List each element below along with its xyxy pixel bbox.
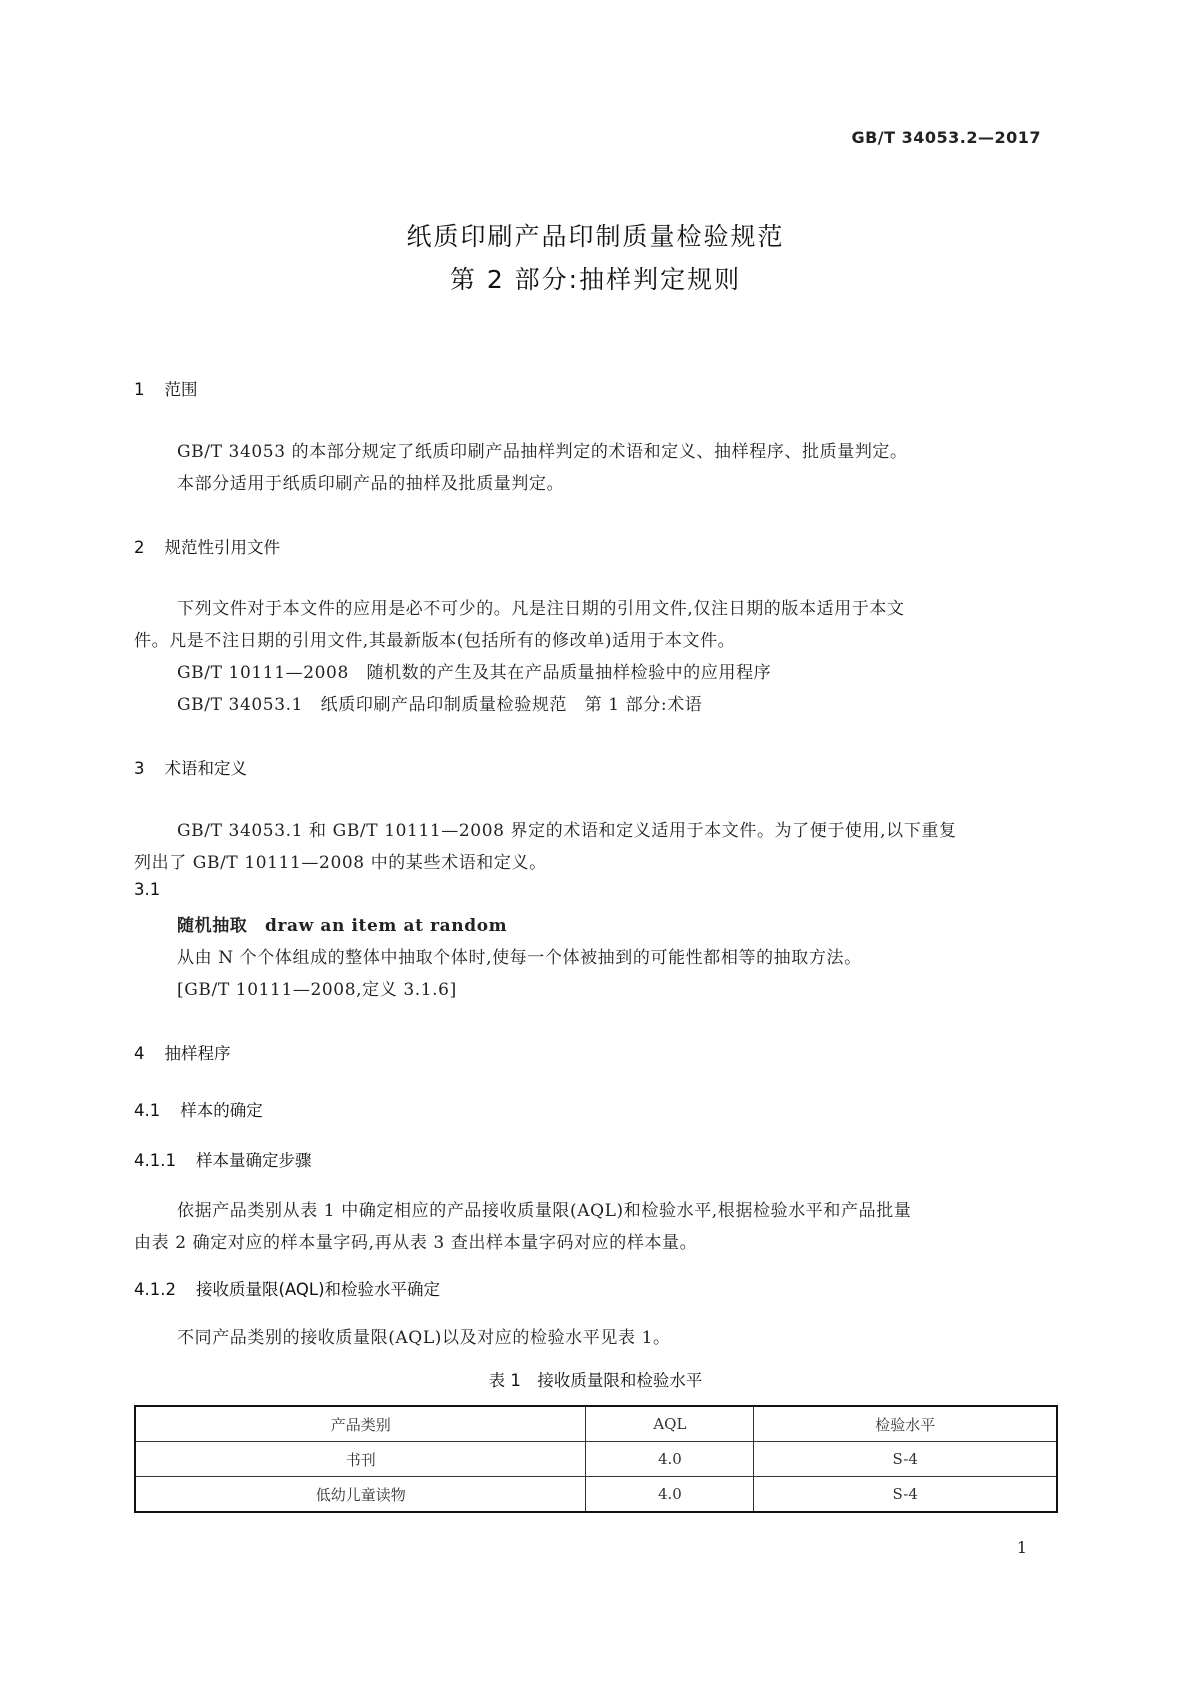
section-title: 术语和定义 — [164, 759, 247, 778]
paragraph-continued: 由表 2 确定对应的样本量字码,再从表 3 查出样本量字码对应的样本量。 — [134, 1233, 698, 1253]
term-number: 3.1 — [134, 880, 161, 899]
section-number: 4.1.2 — [134, 1280, 176, 1299]
table-header-row — [135, 1406, 1057, 1442]
paragraph: 下列文件对于本文件的应用是必不可少的。凡是注日期的引用文件,仅注日期的版本适用于本文 — [177, 599, 905, 619]
table-cell: S-4 — [754, 1442, 1057, 1477]
section-number: 2 — [134, 538, 145, 557]
section-title: 样本量确定步骤 — [195, 1151, 312, 1170]
section-title: 样本的确定 — [180, 1101, 263, 1120]
section-number: 1 — [134, 380, 145, 399]
table-header-cell: 检验水平 — [754, 1406, 1057, 1442]
paragraph: GB/T 34053.1 和 GB/T 10111—2008 界定的术语和定义适用于本文件。为了便于使用,以下重复 — [177, 821, 957, 841]
term-heading: 随机抽取 draw an item at random — [177, 916, 508, 936]
table-cell: 低幼儿童读物 — [135, 1477, 586, 1513]
table-cell: 4.0 — [586, 1442, 754, 1477]
table-cell: 书刊 — [135, 1442, 586, 1477]
section-number: 3 — [134, 759, 145, 778]
normative-reference: GB/T 10111—2008 随机数的产生及其在产品质量抽样检验中的应用程序 — [177, 663, 772, 683]
term-definition: 从由 N 个个体组成的整体中抽取个体时,使每一个体被抽到的可能性都相等的抽取方法。 — [177, 948, 862, 968]
paragraph: GB/T 34053 的本部分规定了纸质印刷产品抽样判定的术语和定义、抽样程序、批质量判定。 — [177, 442, 908, 462]
section-number: 4.1.1 — [134, 1151, 176, 1170]
term-source: [GB/T 10111—2008,定义 3.1.6] — [177, 980, 457, 1000]
section-number: 4 — [134, 1044, 145, 1063]
document-title: 纸质印刷产品印制质量检验规范 — [406, 222, 785, 251]
table-cell: 4.0 — [586, 1477, 754, 1513]
page-number: 1 — [1016, 1538, 1027, 1557]
section-2-heading — [134, 534, 280, 558]
section-number: 4.1 — [134, 1101, 161, 1120]
document-subtitle: 第 2 部分:抽样判定规则 — [449, 265, 742, 294]
standard-number: GB/T 34053.2—2017 — [851, 128, 1041, 147]
table-caption: 表 1 接收质量限和检验水平 — [488, 1371, 703, 1390]
table-row — [135, 1477, 1057, 1513]
table-cell: S-4 — [754, 1477, 1057, 1513]
section-title: 规范性引用文件 — [164, 538, 280, 557]
table-header-cell: AQL — [586, 1406, 754, 1442]
section-title: 接收质量限(AQL)和检验水平确定 — [195, 1280, 441, 1299]
table-header-cell: 产品类别 — [135, 1406, 586, 1442]
aql-table — [134, 1405, 1058, 1513]
section-title: 范围 — [164, 380, 198, 399]
paragraph: 本部分适用于纸质印刷产品的抽样及批质量判定。 — [177, 474, 565, 494]
normative-reference: GB/T 34053.1 纸质印刷产品印制质量检验规范 第 1 部分:术语 — [177, 695, 703, 715]
paragraph-continued: 件。凡是不注日期的引用文件,其最新版本(包括所有的修改单)适用于本文件。 — [134, 631, 736, 651]
subsection-4-1-heading — [134, 1097, 263, 1121]
subsection-4-1-1-heading — [134, 1147, 311, 1171]
section-1-heading — [134, 376, 198, 400]
subsection-4-1-2-heading — [134, 1276, 440, 1300]
table-row — [135, 1442, 1057, 1477]
section-3-heading — [134, 755, 247, 779]
section-4-heading — [134, 1040, 231, 1064]
paragraph: 不同产品类别的接收质量限(AQL)以及对应的检验水平见表 1。 — [177, 1328, 671, 1348]
paragraph-continued: 列出了 GB/T 10111—2008 中的某些术语和定义。 — [134, 853, 547, 873]
section-title: 抽样程序 — [164, 1044, 231, 1063]
paragraph: 依据产品类别从表 1 中确定相应的产品接收质量限(AQL)和检验水平,根据检验水平和产品批量 — [177, 1201, 912, 1221]
